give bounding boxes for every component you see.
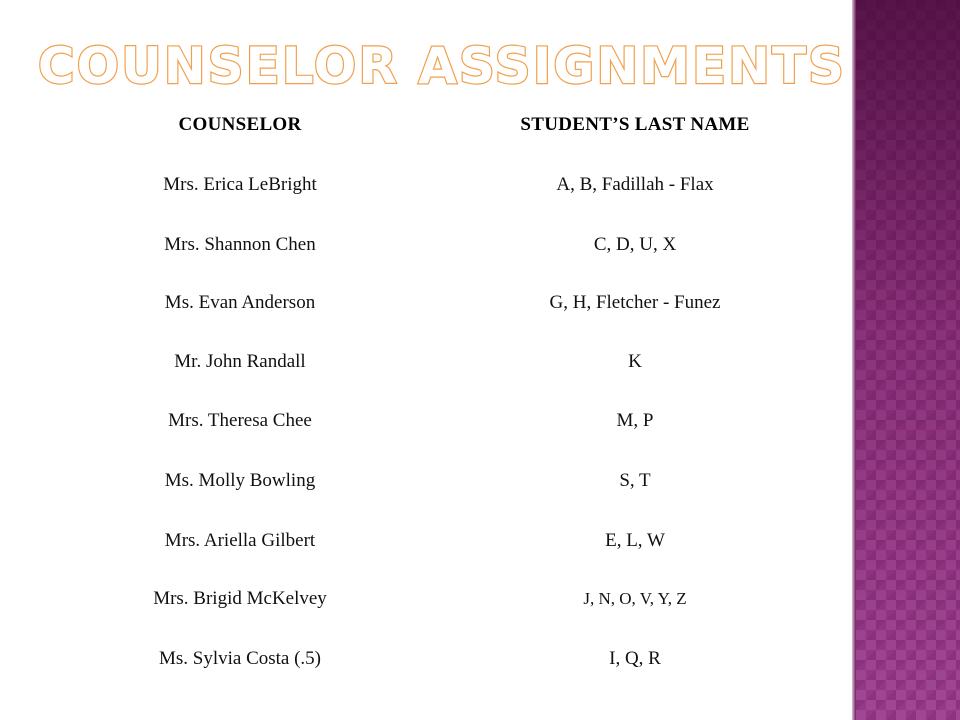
counselor-name: Ms. Molly Bowling (164, 470, 316, 491)
student-range: G, H, Fletcher - Funez (549, 292, 721, 313)
counselor-name: Mrs. Theresa Chee (168, 410, 312, 431)
decorative-side-band (856, 0, 960, 720)
student-range: K (628, 351, 642, 372)
counselor-name: Mr. John Randall (174, 351, 306, 372)
student-range: A, B, Fadillah - Flax (556, 174, 714, 195)
column-header-student-last-name: STUDENT’S LAST NAME (520, 114, 750, 135)
counselor-name: Ms. Evan Anderson (164, 292, 316, 313)
counselor-name: Mrs. Ariella Gilbert (164, 530, 316, 551)
page-title: COUNSELOR ASSIGNMENTS (37, 37, 847, 95)
column-header-counselor: COUNSELOR (178, 114, 302, 135)
counselor-name: Mrs. Brigid McKelvey (153, 588, 327, 609)
student-range: I, Q, R (609, 648, 661, 669)
counselor-name: Mrs. Shannon Chen (164, 234, 316, 255)
student-range: J, N, O, V, Y, Z (583, 589, 687, 608)
student-range: E, L, W (605, 530, 665, 551)
counselor-name: Mrs. Erica LeBright (163, 174, 317, 195)
counselor-name: Ms. Sylvia Costa (.5) (158, 648, 322, 669)
student-range: C, D, U, X (593, 234, 677, 255)
student-range: M, P (616, 410, 654, 431)
student-range: S, T (619, 470, 651, 491)
